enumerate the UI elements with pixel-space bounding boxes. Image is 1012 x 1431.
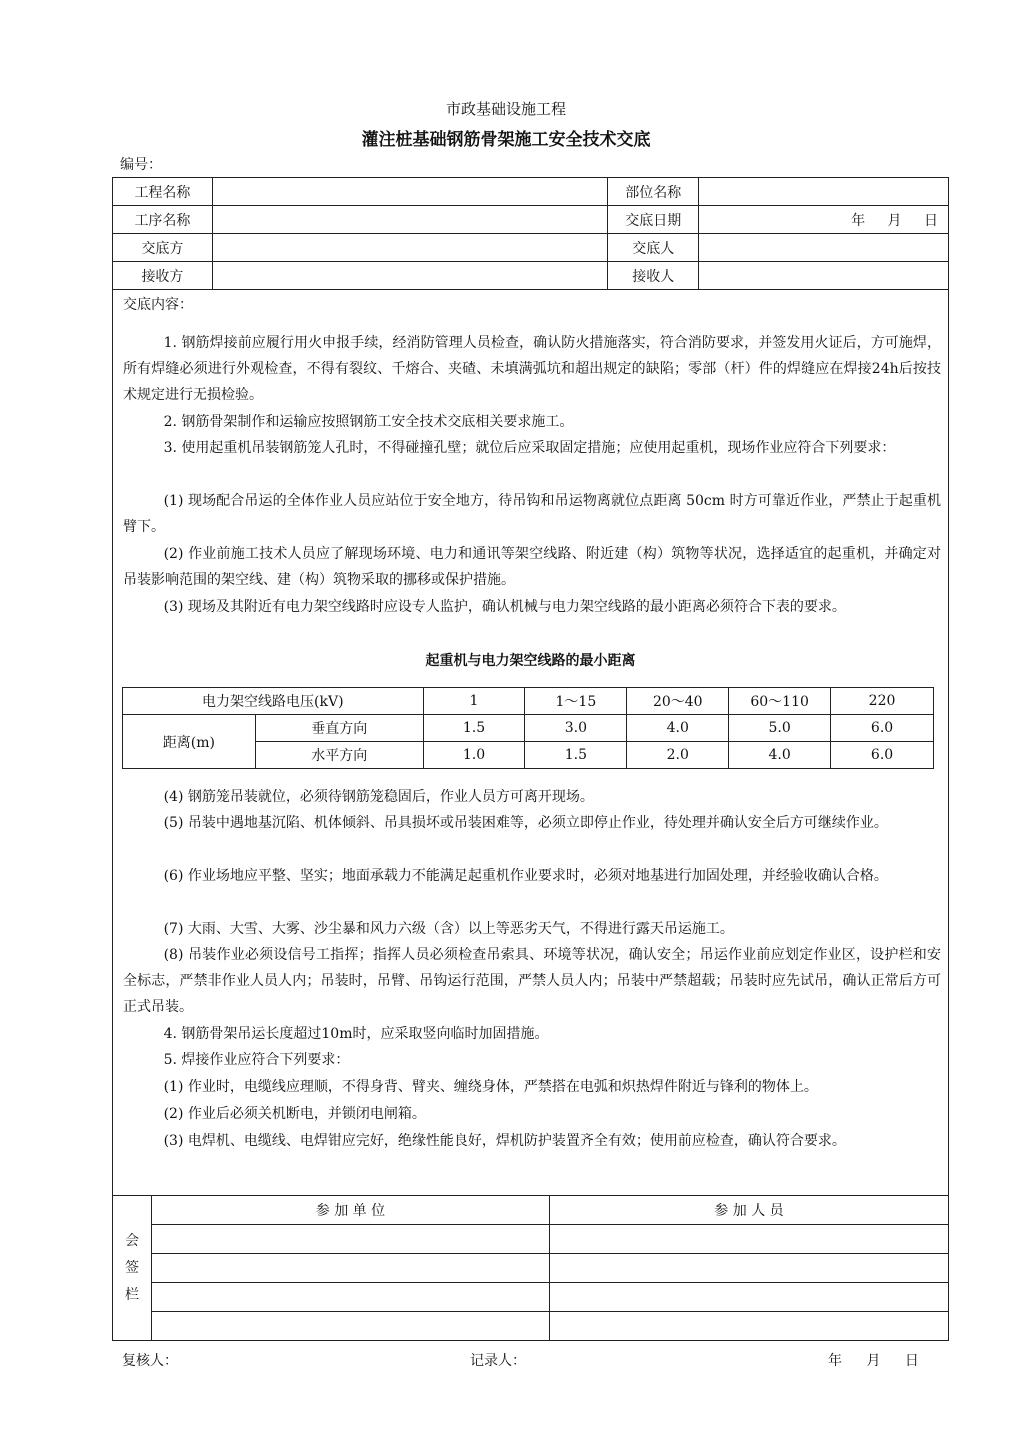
date-year: 年 xyxy=(851,212,866,229)
content-paragraph: (6) 作业场地应平整、坚实；地面承载力不能满足起重机作业要求时，必须对地基进行加固处理，并经验收确认合格。 xyxy=(163,868,888,884)
giver-field[interactable] xyxy=(212,234,607,262)
date-label: 交底日期 xyxy=(608,206,699,234)
person-cell[interactable] xyxy=(549,1225,948,1254)
distance-table-title: 起重机与电力架空线路的最小距离 xyxy=(425,653,636,669)
content-paragraph: 2. 钢筋骨架制作和运输应按照钢筋工安全技术交底相关要求施工。 xyxy=(163,414,574,430)
date-month: 月 xyxy=(887,212,902,229)
content-paragraph: (1) 现场配合吊运的全体作业人员应站位于安全地方，待吊钩和吊运物离就位点距离 50cm 时方可靠近作业，严禁止于起重机臂下。 xyxy=(123,493,941,535)
project-name-field[interactable] xyxy=(212,178,607,206)
content-section xyxy=(112,290,949,1195)
voltage-value: 20～40 xyxy=(627,688,729,715)
document-title: 灌注桩基础钢筋骨架施工安全技术交底 xyxy=(361,130,651,150)
horizontal-value: 2.0 xyxy=(627,742,729,769)
part-name-field[interactable] xyxy=(699,178,949,206)
vertical-value: 6.0 xyxy=(831,715,934,742)
content-paragraph: (4) 钢筋笼吊装就位，必须待钢筋笼稳固后，作业人员方可离开现场。 xyxy=(163,789,594,805)
content-paragraph: 1. 钢筋焊接前应履行用火申报手续，经消防管理人员检查，确认防火措施落实，符合消防要求，并签发用火证后，方可施焊，所有焊缝必须进行外观检查，不得有裂纹、千熔合、夹碴、未填满弧坑和超出规定的缺陷；零部（杆）件的焊缝应在焊接24h后按技术规定进行无损检验。 xyxy=(123,335,941,403)
content-paragraph: (2) 作业后必须关机断电，并锁闭电闸箱。 xyxy=(163,1106,426,1122)
unit-cell[interactable] xyxy=(151,1283,549,1312)
date-field[interactable] xyxy=(699,206,949,234)
distance-table-row xyxy=(123,715,934,742)
info-table xyxy=(112,177,949,290)
process-name-label: 工序名称 xyxy=(113,206,213,234)
content-label: 交底内容： xyxy=(123,297,193,313)
vertical-label: 垂直方向 xyxy=(255,715,423,742)
info-row xyxy=(113,206,949,234)
side-char: 会 xyxy=(124,1232,139,1249)
person-header: 参 加 人 员 xyxy=(549,1196,948,1225)
unit-cell[interactable] xyxy=(151,1312,549,1341)
signature-row xyxy=(113,1312,949,1341)
content-paragraph: 4. 钢筋骨架吊运长度超过10m时，应采取竖向临时加固措施。 xyxy=(163,1026,549,1042)
footer-day: 日 xyxy=(904,1353,919,1369)
giver-person-label: 交底人 xyxy=(608,234,699,262)
document-code-label: 编号： xyxy=(120,157,162,173)
vertical-value: 5.0 xyxy=(729,715,831,742)
signature-header-row xyxy=(113,1196,949,1225)
person-cell[interactable] xyxy=(549,1312,948,1341)
person-cell[interactable] xyxy=(549,1283,948,1312)
project-name-label: 工程名称 xyxy=(113,178,213,206)
part-name-label: 部位名称 xyxy=(608,178,699,206)
document-subtitle: 市政基础设施工程 xyxy=(445,100,566,118)
content-paragraph: (3) 现场及其附近有电力架空线路时应设专人监护，确认机械与电力架空线路的最小距离必须符合下表的要求。 xyxy=(163,599,846,615)
giver-person-field[interactable] xyxy=(699,234,949,262)
footer-year: 年 xyxy=(828,1353,842,1369)
receiver-label: 接收方 xyxy=(113,262,213,290)
horizontal-value: 1.0 xyxy=(423,742,525,769)
recorder-label: 记录人： xyxy=(470,1353,526,1369)
content-paragraph: 5. 焊接作业应符合下列要求： xyxy=(163,1052,350,1068)
vertical-value: 3.0 xyxy=(525,715,627,742)
signature-side-label xyxy=(113,1196,152,1341)
signature-row xyxy=(113,1225,949,1254)
horizontal-label: 水平方向 xyxy=(255,742,423,769)
unit-cell[interactable] xyxy=(151,1254,549,1283)
side-char: 栏 xyxy=(124,1286,139,1303)
content-paragraph: (3) 电焊机、电缆线、电焊钳应完好，绝缘性能良好，焊机防护装置齐全有效；使用前应检查，确认符合要求。 xyxy=(163,1133,846,1149)
horizontal-value: 4.0 xyxy=(729,742,831,769)
vertical-value: 1.5 xyxy=(423,715,525,742)
process-name-field[interactable] xyxy=(212,206,607,234)
distance-label: 距离(m) xyxy=(123,715,256,769)
distance-table-header-row xyxy=(123,688,934,715)
voltage-value: 60～110 xyxy=(729,688,831,715)
signature-row xyxy=(113,1254,949,1283)
vertical-value: 4.0 xyxy=(627,715,729,742)
receiver-person-label: 接收人 xyxy=(608,262,699,290)
date-day: 日 xyxy=(924,212,938,229)
voltage-value: 1～15 xyxy=(525,688,627,715)
content-paragraph: (7) 大雨、大雪、大雾、沙尘暴和风力六级（含）以上等恶劣天气，不得进行露天吊运施工。 xyxy=(163,921,734,937)
side-char: 签 xyxy=(124,1259,139,1276)
signature-row xyxy=(113,1283,949,1312)
horizontal-value: 6.0 xyxy=(831,742,934,769)
content-paragraph: (5) 吊装中遇地基沉陷、机体倾斜、吊具损坏或吊装困难等，必须立即停止作业，待处理并确认安全后方可继续作业。 xyxy=(163,815,888,831)
receiver-field[interactable] xyxy=(212,262,607,290)
content-paragraph: (1) 作业时，电缆线应理顺，不得身背、臂夹、缠绕身体，严禁搭在电弧和炽热焊件附近与锋利的物体上。 xyxy=(163,1079,818,1095)
unit-cell[interactable] xyxy=(151,1225,549,1254)
footer-month: 月 xyxy=(866,1353,881,1369)
horizontal-value: 1.5 xyxy=(525,742,627,769)
voltage-label: 电力架空线路电压(kV) xyxy=(123,688,424,715)
person-cell[interactable] xyxy=(549,1254,948,1283)
unit-header: 参 加 单 位 xyxy=(151,1196,549,1225)
info-row xyxy=(113,178,949,206)
distance-table xyxy=(122,687,934,769)
voltage-value: 220 xyxy=(831,688,934,715)
content-paragraph: (8) 吊装作业必须设信号工指挥；指挥人员必须检查吊索具、环境等状况，确认安全；吊运作业前应划定作业区，设护栏和安全标志，严禁非作业人员人内；吊装时，吊臂、吊钩运行范围，严禁人员人内；吊装中严禁超载；吊装时应先试吊，确认正常后方可正式吊装。 xyxy=(123,947,941,1015)
footer-date xyxy=(828,1350,919,1370)
receiver-person-field[interactable] xyxy=(699,262,949,290)
giver-label: 交底方 xyxy=(113,234,213,262)
signature-table xyxy=(112,1195,949,1341)
info-row xyxy=(113,262,949,290)
info-row xyxy=(113,234,949,262)
content-paragraph: 3. 使用起重机吊装钢筋笼人孔时，不得碰撞孔壁；就位后应采取固定措施；应使用起重机，现场作业应符合下列要求： xyxy=(163,440,896,456)
content-paragraph: (2) 作业前施工技术人员应了解现场环境、电力和通讯等架空线路、附近建（构）筑物等状况，选择适宜的起重机，并确定对吊装影响范围的架空线、建（构）筑物采取的挪移或保护措施。 xyxy=(123,546,941,588)
voltage-value: 1 xyxy=(423,688,525,715)
reviewer-label: 复核人： xyxy=(122,1353,178,1369)
